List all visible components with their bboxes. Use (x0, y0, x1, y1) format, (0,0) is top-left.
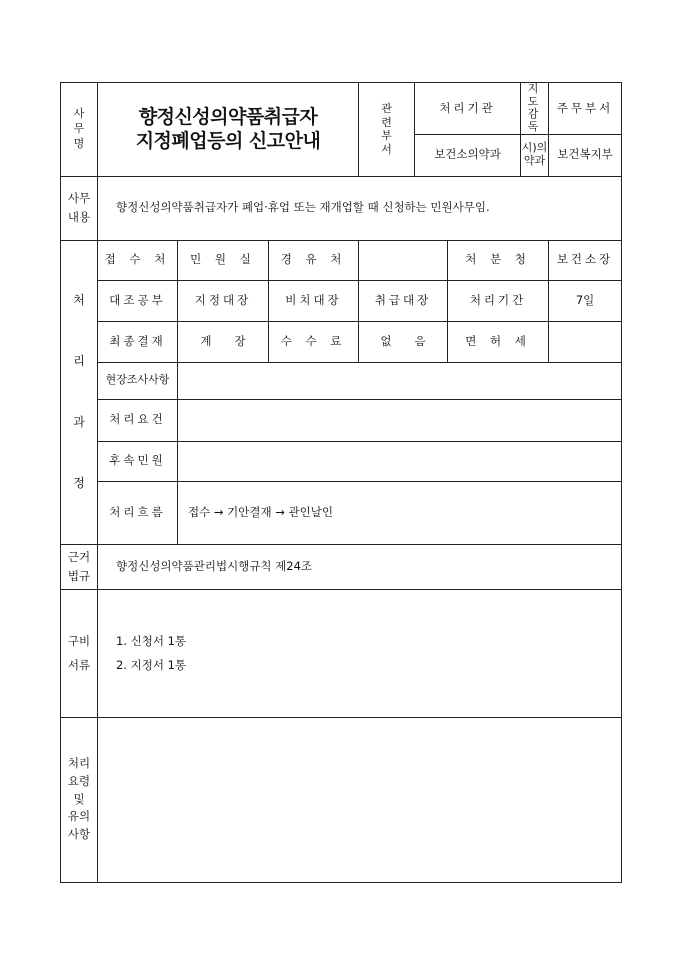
processing-agency-value: 보건소의약과 (415, 134, 521, 176)
notes-text (98, 717, 622, 882)
fee-value: 없 음 (359, 321, 448, 362)
affair-name-label (61, 83, 98, 177)
form-table (60, 82, 622, 883)
fee-label: 수 수 료 (269, 321, 359, 362)
disposal-agency-value: 보건소장 (549, 240, 622, 280)
final-approval-value: 계 장 (178, 321, 269, 362)
basis-label-line: 법규 (67, 568, 91, 583)
affair-label-char: 사 (73, 107, 85, 121)
content-label-line: 사무 (67, 190, 91, 205)
legal-basis-text: 향정신성의약품관리법시행규칙 제24조 (98, 544, 622, 589)
content-label-line: 내용 (67, 210, 91, 225)
process-label (61, 240, 98, 544)
content-text: 향정신성의약품취급자가 폐업·휴업 또는 재개업할 때 신청하는 민원사무임. (98, 176, 622, 240)
related-label-char: 관 (381, 101, 392, 115)
reference-ledger-3: 취급대장 (359, 280, 448, 321)
requirements-label: 처리요건 (98, 399, 178, 441)
reception-value: 민 원 실 (178, 240, 269, 280)
final-approval-label: 최종결재 (98, 321, 178, 362)
notes-label-line: 및 (73, 791, 85, 806)
processing-period-label: 처리기간 (448, 280, 549, 321)
via-label: 경 유 처 (269, 240, 359, 280)
affair-label-char: 명 (73, 136, 85, 150)
documents-list (98, 589, 622, 717)
license-tax-value (549, 321, 622, 362)
follow-up-value (178, 441, 622, 481)
via-value (359, 240, 448, 280)
document-item: 2. 지정서 1통 (116, 658, 187, 673)
title-line: 지정폐업등의 신고안내 (135, 130, 321, 153)
notes-label (61, 717, 98, 882)
notes-label-line: 요령 (67, 773, 91, 788)
reference-ledger-1: 지정대장 (178, 280, 269, 321)
process-label-char: 정 (73, 476, 85, 491)
competent-dept-header: 주무부서 (549, 83, 622, 135)
requirements-value (178, 399, 622, 441)
notes-label-line: 처리 (67, 756, 91, 771)
reference-ledger-label: 대조공부 (98, 280, 178, 321)
related-label-char: 부 (381, 129, 392, 143)
process-flow-label: 처리흐름 (98, 481, 178, 544)
basis-label-line: 근거 (67, 550, 91, 565)
license-tax-label: 면 허 세 (448, 321, 549, 362)
processing-agency-header: 처리기관 (415, 83, 521, 135)
notes-label-line: 유의 (67, 809, 91, 824)
reference-ledger-2: 비치대장 (269, 280, 359, 321)
site-survey-label: 현장조사사항 (98, 362, 178, 399)
notes-label-line: 사항 (67, 827, 91, 842)
supervision-value: 시)의약과 (521, 134, 549, 176)
processing-period-value: 7일 (549, 280, 622, 321)
reception-label: 접 수 처 (98, 240, 178, 280)
related-label-char: 련 (381, 115, 392, 129)
documents-label (61, 589, 98, 717)
competent-dept-value: 보건복지부 (549, 134, 622, 176)
process-label-char: 과 (73, 415, 85, 430)
form-title (98, 83, 359, 177)
follow-up-label: 후속민원 (98, 441, 178, 481)
affair-label-char: 무 (73, 121, 85, 135)
process-label-char: 처 (73, 293, 85, 308)
documents-label-line: 서류 (67, 658, 91, 673)
supervision-header: 지도감독 (521, 83, 549, 135)
process-flow-value: 접수 → 기안결재 → 관인날인 (178, 481, 622, 544)
related-label-char: 서 (381, 143, 392, 157)
site-survey-value (178, 362, 622, 399)
disposal-agency-label: 처 분 청 (448, 240, 549, 280)
related-dept-label (359, 83, 415, 177)
notice-form (60, 82, 621, 883)
document-item: 1. 신청서 1통 (116, 633, 187, 648)
content-label (61, 176, 98, 240)
documents-label-line: 구비 (67, 633, 91, 648)
legal-basis-label (61, 544, 98, 589)
process-label-char: 리 (73, 354, 85, 369)
title-line: 향정신성의약품취급자 (138, 105, 318, 128)
